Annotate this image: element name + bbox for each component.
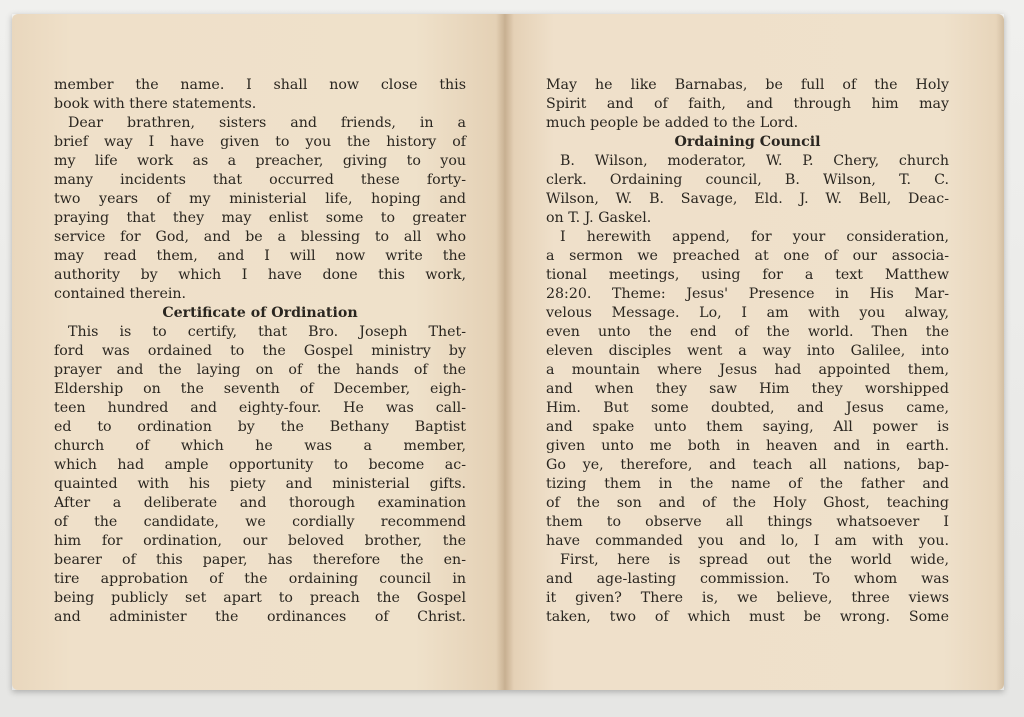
text-line: clerk. Ordaining council, B. Wilson, T. C.	[546, 172, 949, 188]
text-line: even unto the end of the world. Then the	[546, 324, 949, 340]
text-line: I herewith append, for your consideration,	[560, 229, 949, 245]
text-line: velous Message. Lo, I am with you alway,	[546, 305, 949, 321]
text-line: of the candidate, we cordially recommend	[54, 514, 466, 530]
text-line: and when they saw Him they worshipped	[546, 381, 949, 397]
text-line: Wilson, W. B. Savage, Eld. J. W. Bell, Deac-	[546, 191, 949, 207]
text-line: Spirit and of faith, and through him may	[546, 96, 949, 112]
text-line: tizing them in the name of the father and	[546, 476, 949, 492]
text-line: and administer the ordinances of Christ.	[54, 609, 466, 625]
text-line: and spake unto them saying, All power is	[546, 419, 949, 435]
text-line: on T. J. Gaskel.	[546, 210, 652, 226]
right-page-text	[546, 76, 949, 627]
section-heading: Certificate of Ordination	[162, 305, 358, 321]
left-page	[12, 14, 504, 690]
text-line: given unto me both in heaven and in earth.	[546, 438, 949, 454]
text-line: eleven disciples went a way into Galilee, into	[546, 343, 949, 359]
right-page	[504, 14, 1004, 690]
text-line: him for ordination, our beloved brother, the	[54, 533, 466, 549]
text-line: have commanded you and lo, I am with you.	[546, 533, 949, 549]
text-line: 28:20. Theme: Jesus' Presence in His Mar-	[546, 286, 949, 302]
text-line: a sermon we preached at one of our associa-	[546, 248, 949, 264]
text-line: of the son and of the Holy Ghost, teaching	[546, 495, 949, 511]
text-line: them to observe all things whatsoever I	[546, 514, 949, 530]
text-line: teen hundred and eighty-four. He was call-	[54, 400, 466, 416]
text-line: ford was ordained to the Gospel ministry by	[54, 343, 466, 359]
text-line: many incidents that occurred these forty-	[54, 172, 466, 188]
text-line: tire approbation of the ordaining council in	[54, 571, 466, 587]
text-line: quainted with his piety and ministerial gifts.	[54, 476, 466, 492]
text-line: a mountain where Jesus had appointed them,	[546, 362, 949, 378]
text-line: May he like Barnabas, be full of the Holy	[546, 77, 949, 93]
text-line: my life work as a preacher, giving to you	[54, 153, 466, 169]
text-line: First, here is spread out the world wide,	[560, 552, 949, 568]
text-line: may read them, and I will now write the	[54, 248, 466, 264]
book-spine	[496, 14, 514, 690]
text-line: Eldership on the seventh of December, eigh-	[54, 381, 466, 397]
text-line: taken, two of which must be wrong. Some	[546, 609, 949, 625]
section-heading: Ordaining Council	[674, 134, 821, 150]
text-line: prayer and the laying on of the hands of the	[54, 362, 466, 378]
text-line: much people be added to the Lord.	[546, 115, 799, 131]
text-line: authority by which I have done this work,	[54, 267, 466, 283]
text-line: Go ye, therefore, and teach all nations, bap-	[546, 457, 949, 473]
text-line: bearer of this paper, has therefore the en-	[54, 552, 466, 568]
text-line: Him. But some doubted, and Jesus came,	[546, 400, 949, 416]
text-line: member the name. I shall now close this	[54, 77, 466, 93]
text-line: ed to ordination by the Bethany Baptist	[54, 419, 466, 435]
text-line: praying that they may enlist some to greater	[54, 210, 466, 226]
text-line: two years of my ministerial life, hoping and	[54, 191, 466, 207]
text-line: being publicly set apart to preach the Gospel	[54, 590, 466, 606]
text-line: and age-lasting commission. To whom was	[546, 571, 949, 587]
text-line: book with there statements.	[54, 96, 257, 112]
text-line: This is to certify, that Bro. Joseph Thet-	[68, 324, 466, 340]
text-line: brief way I have given to you the history of	[54, 134, 466, 150]
text-line: After a deliberate and thorough examination	[54, 495, 466, 511]
text-line: it given? There is, we believe, three views	[546, 590, 949, 606]
text-line: contained therein.	[54, 286, 187, 302]
open-booklet	[12, 14, 1004, 690]
text-line: tional meetings, using for a text Matthew	[546, 267, 949, 283]
left-page-text	[54, 76, 466, 627]
text-line: B. Wilson, moderator, W. P. Chery, church	[560, 153, 949, 169]
text-line: service for God, and be a blessing to all who	[54, 229, 466, 245]
text-line: church of which he was a member,	[54, 438, 466, 454]
text-line: Dear brathren, sisters and friends, in a	[68, 115, 466, 131]
text-line: which had ample opportunity to become ac-	[54, 457, 466, 473]
